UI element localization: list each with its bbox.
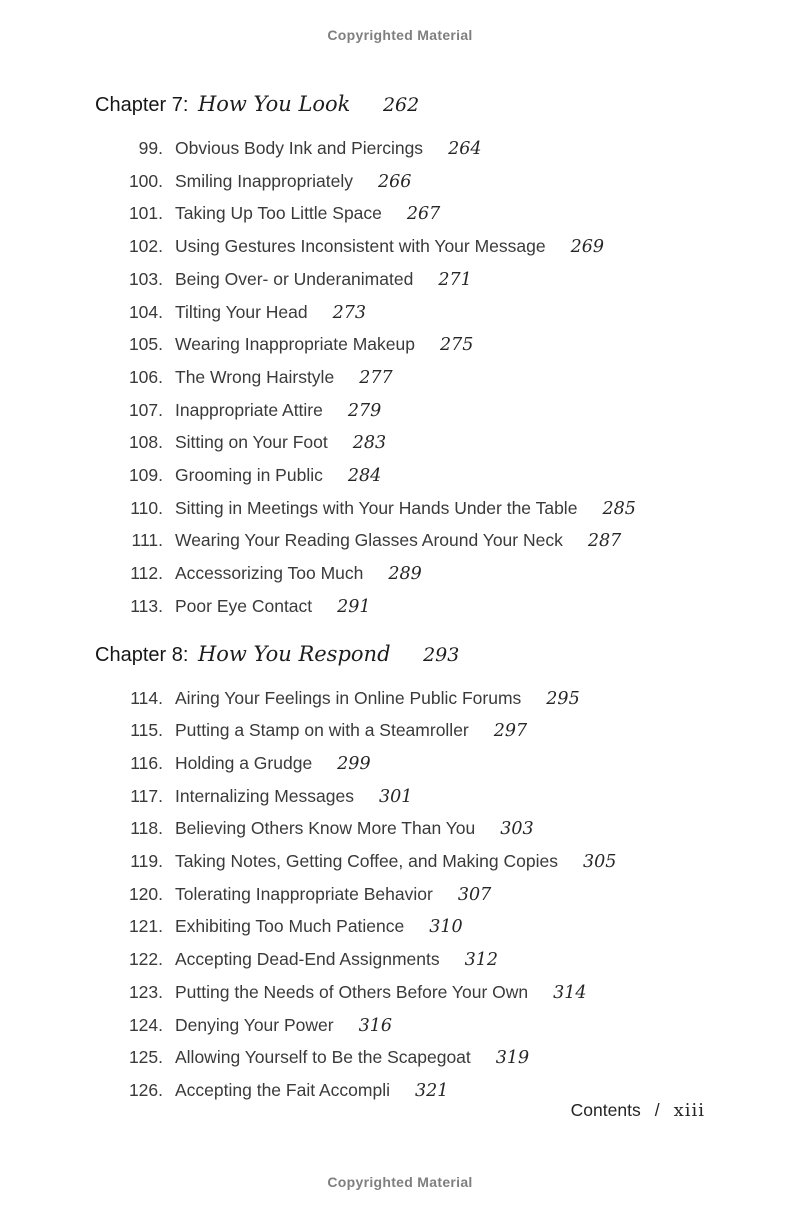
toc-entry-page: 289: [388, 564, 422, 585]
toc-entry-page: 284: [347, 466, 382, 487]
toc-entry-title: Tilting Your Head: [175, 301, 308, 322]
toc-entry-title: Sitting on Your Foot: [175, 432, 328, 453]
contents-label: Contents: [570, 1100, 641, 1120]
toc-entry-page: 285: [602, 498, 636, 519]
toc-entry-page: 273: [332, 302, 367, 323]
toc-entry: [95, 166, 735, 199]
toc-entry: [95, 977, 735, 1010]
toc-entry: [95, 493, 735, 526]
toc-entry-page: 287: [587, 531, 622, 552]
toc-entry-title: Being Over- or Underanimated: [175, 268, 414, 289]
toc-entry: [95, 395, 735, 428]
toc-entry-page: 275: [439, 335, 474, 356]
toc-entry: [95, 781, 735, 814]
toc-entry-number: 121.: [128, 916, 163, 937]
toc-entry-number: 100.: [128, 170, 163, 191]
toc-entry-number: 122.: [128, 949, 163, 970]
toc-entry-title: Denying Your Power: [175, 1014, 334, 1035]
toc-entry-page: 307: [457, 884, 492, 905]
toc-entry-page: 291: [337, 596, 371, 617]
toc-entry-title: Exhibiting Too Much Patience: [175, 916, 405, 937]
chapter-8-heading: [95, 638, 735, 671]
page-footer: [571, 1100, 705, 1121]
toc-entry-title: Wearing Your Reading Glasses Around Your Neck: [175, 530, 563, 551]
chapter-label: Chapter 7:: [95, 94, 189, 116]
toc-entry-number: 106.: [128, 366, 163, 387]
toc-entry: [95, 591, 735, 624]
toc-entry-number: 101.: [128, 203, 163, 224]
toc-entry-title: Believing Others Know More Than You: [175, 818, 476, 839]
toc-entry-page: 312: [464, 950, 498, 971]
toc-entry-title: Taking Notes, Getting Coffee, and Making Copies: [175, 851, 558, 872]
toc-entry: [95, 846, 735, 879]
copyright-banner-top: Copyrighted Material: [327, 27, 473, 43]
toc-entry-number: 103.: [128, 268, 163, 289]
toc-entry: [95, 879, 735, 912]
toc-entry-number: 109.: [128, 465, 163, 486]
toc-entry-page: 264: [448, 139, 482, 159]
toc-entry-number: 124.: [128, 1014, 163, 1035]
table-of-contents: [95, 88, 735, 1122]
toc-entry: [95, 715, 735, 748]
toc-entry-title: Using Gestures Inconsistent with Your Message: [175, 236, 546, 257]
toc-entry-page: 271: [438, 269, 472, 290]
toc-entry: [95, 329, 735, 362]
toc-entry-page: 301: [378, 786, 413, 807]
toc-entry-number: 99.: [138, 138, 163, 158]
toc-entry: [95, 813, 735, 846]
toc-entry-number: 118.: [130, 818, 163, 839]
toc-entry-page: 310: [429, 917, 463, 938]
toc-entry: [95, 362, 735, 395]
toc-list-chapter-8: [95, 683, 735, 1108]
toc-entry: [95, 525, 735, 558]
toc-entry-page: 279: [347, 400, 382, 421]
toc-entry-title: Wearing Inappropriate Makeup: [175, 334, 415, 355]
toc-entry: [95, 748, 735, 781]
toc-entry-number: 104.: [128, 301, 163, 322]
toc-entry-number: 117.: [130, 785, 163, 806]
copyright-banner-bottom: Copyrighted Material: [327, 1174, 473, 1190]
toc-entry: [95, 944, 735, 977]
toc-entry: [95, 264, 735, 297]
toc-entry-page: 316: [358, 1015, 392, 1036]
toc-entry-title: Accessorizing Too Much: [175, 563, 364, 584]
toc-entry-number: 116.: [130, 752, 163, 773]
toc-entry-title: Airing Your Feelings in Online Public Forums: [175, 687, 522, 708]
toc-entry: [95, 297, 735, 330]
toc-entry-page: 297: [493, 721, 528, 742]
toc-entry-title: Putting a Stamp on with a Steamroller: [175, 720, 469, 741]
toc-entry-number: 105.: [128, 334, 163, 355]
toc-entry: [95, 911, 735, 944]
toc-entry-number: 110.: [130, 497, 163, 518]
chapter-page-number: 293: [423, 643, 460, 666]
toc-entry-title: Grooming in Public: [175, 465, 323, 486]
toc-entry: [95, 231, 735, 264]
toc-entry-page: 295: [546, 688, 580, 709]
toc-entry-number: 107.: [128, 399, 163, 420]
toc-entry-title: Tolerating Inappropriate Behavior: [175, 883, 433, 904]
toc-entry: [95, 683, 735, 716]
chapter-title: How You Look: [197, 92, 351, 116]
toc-entry-page: 266: [378, 171, 412, 192]
toc-entry-page: 321: [414, 1080, 449, 1101]
toc-entry-page: 269: [570, 237, 605, 258]
toc-list-chapter-7: [95, 133, 735, 624]
toc-entry-title: Accepting Dead-End Assignments: [175, 949, 440, 970]
toc-entry-title: Smiling Inappropriately: [175, 170, 354, 191]
toc-entry-number: 119.: [130, 851, 163, 872]
toc-entry-title: Holding a Grudge: [175, 752, 313, 773]
toc-entry-page: 314: [553, 982, 587, 1003]
toc-entry-page: 267: [406, 204, 441, 225]
toc-entry-page: 277: [359, 367, 393, 388]
toc-entry: [95, 558, 735, 591]
toc-entry-title: The Wrong Hairstyle: [175, 366, 335, 387]
toc-entry-page: 305: [582, 852, 617, 873]
toc-entry-number: 102.: [128, 236, 163, 257]
toc-entry-title: Sitting in Meetings with Your Hands Under the Table: [175, 497, 578, 518]
toc-entry: [95, 427, 735, 460]
toc-entry-number: 125.: [128, 1047, 163, 1068]
footer-separator: /: [654, 1100, 660, 1120]
chapter-7-heading: [95, 88, 735, 121]
toc-entry-title: Putting the Needs of Others Before Your Own: [175, 981, 529, 1002]
chapter-label: Chapter 8:: [95, 643, 189, 666]
toc-entry: [95, 1010, 735, 1043]
toc-entry-number: 123.: [128, 981, 163, 1002]
toc-entry-number: 120.: [128, 883, 163, 904]
toc-entry-number: 108.: [128, 432, 163, 453]
toc-entry-number: 111.: [131, 530, 163, 551]
toc-entry-number: 112.: [130, 563, 163, 584]
toc-entry-page: 303: [500, 819, 534, 840]
toc-entry-title: Taking Up Too Little Space: [175, 203, 382, 224]
toc-entry-title: Allowing Yourself to Be the Scapegoat: [175, 1047, 471, 1068]
chapter-page-number: 262: [382, 94, 420, 116]
toc-entry-title: Poor Eye Contact: [175, 595, 313, 616]
toc-entry: [95, 198, 735, 231]
folio-page-number: xiii: [673, 1100, 705, 1121]
toc-entry-title: Obvious Body Ink and Piercings: [175, 138, 424, 158]
toc-entry: [95, 133, 735, 166]
toc-entry-page: 299: [337, 753, 371, 774]
toc-entry-number: 113.: [130, 595, 163, 616]
toc-entry-page: 319: [495, 1048, 530, 1069]
toc-entry-title: Accepting the Fait Accompli: [175, 1079, 390, 1100]
toc-entry-page: 283: [352, 433, 387, 454]
toc-entry-title: Inappropriate Attire: [175, 399, 323, 420]
toc-entry-title: Internalizing Messages: [175, 785, 354, 806]
toc-entry-number: 126.: [128, 1079, 163, 1100]
toc-entry-number: 114.: [130, 687, 163, 708]
chapter-title: How You Respond: [197, 641, 391, 666]
toc-entry-number: 115.: [130, 720, 163, 741]
toc-entry: [95, 1042, 735, 1075]
toc-entry: [95, 460, 735, 493]
